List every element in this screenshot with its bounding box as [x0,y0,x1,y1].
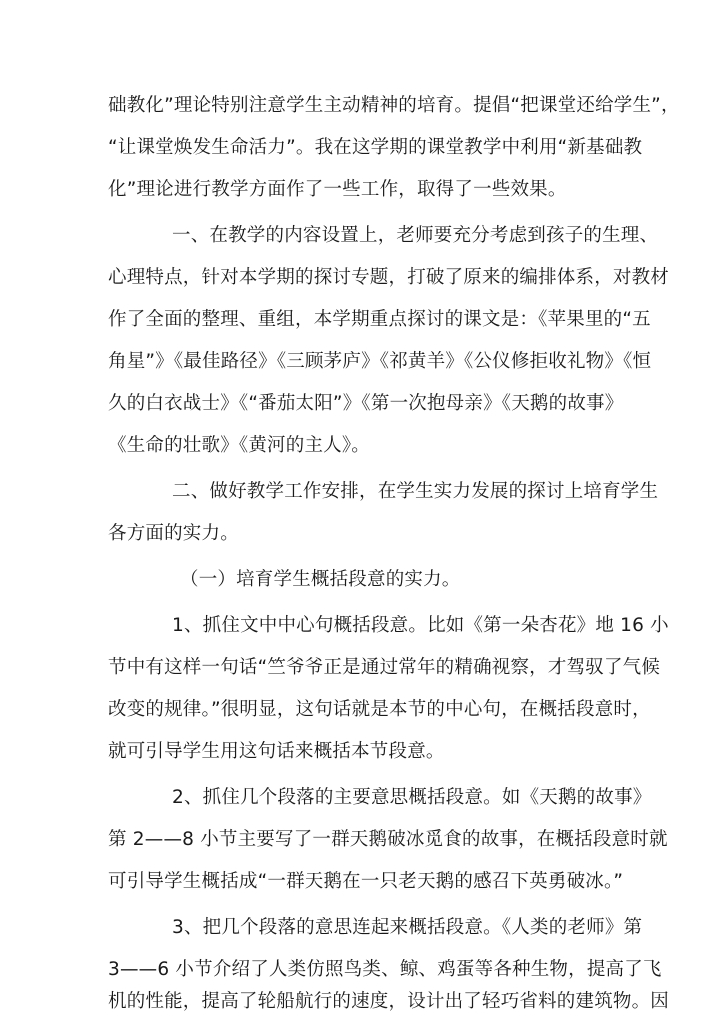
text-line: 1、抓住文中中心句概括段意。比如《第一朵杏花》地 16 小 [172,615,669,636]
text-line: 久的白衣战士》《“番茄太阳”》《第一次抱母亲》《天鹅的故事》 [108,393,624,414]
text-line: 3、把几个段落的意思连起来概括段意。《人类的老师》第 [172,917,643,938]
text-line: 就可引导学生用这句话来概括本节段意。 [108,741,445,762]
section-heading: （一）培育学生概括段意的实力。 [180,569,461,590]
text-line: 节中有这样一句话“竺爷爷正是通过常年的精确视察，才驾驭了气候 [108,657,661,678]
text-line: 作了全面的整理、重组，本学期重点探讨的课文是：《苹果里的“五 [108,309,651,330]
text-line: 础教化”理论特别注意学生主动精神的培育。提倡“把课堂还给学生”， [108,95,680,116]
text-line: 一、在教学的内容设置上，老师要充分考虑到孩子的生理、 [172,225,659,246]
text-line: 心理特点，针对本学期的探讨专题，打破了原来的编排体系，对教材 [108,267,670,288]
text-line: 可引导学生概括成“一群天鹅在一只老天鹅的感召下英勇破冰。” [108,871,624,892]
text-line: 3——6 小节介绍了人类仿照鸟类、鲸、鸡蛋等各种生物，提高了飞 [108,959,662,980]
text-line: 角星”》《最佳路径》《三顾茅庐》《祁黄羊》《公仪修拒收礼物》《恒 [108,351,652,372]
text-line: 机的性能，提高了轮船航行的速度，设计出了轻巧省料的建筑物。因 [108,991,670,1012]
text-line: 二、做好教学工作安排，在学生实力发展的探讨上培育学生 [172,481,659,502]
text-line: 各方面的实力。 [108,523,239,544]
text-line: 改变的规律。”很明显，这句话就是本节的中心句，在概括段意时， [108,699,651,720]
text-line: 第 2——8 小节主要写了一群天鹅破冰觅食的故事，在概括段意时就 [108,829,668,850]
text-line: 化”理论进行教学方面作了一些工作，取得了一些效果。 [108,179,567,200]
text-line: “让课堂焕发生命活力”。我在这学期的课堂教学中利用“新基础教 [108,137,643,158]
text-line: 《生命的壮歌》《黄河的主人》。 [108,435,371,456]
text-line: 2、抓住几个段落的主要意思概括段意。如《天鹅的故事》 [172,787,652,808]
